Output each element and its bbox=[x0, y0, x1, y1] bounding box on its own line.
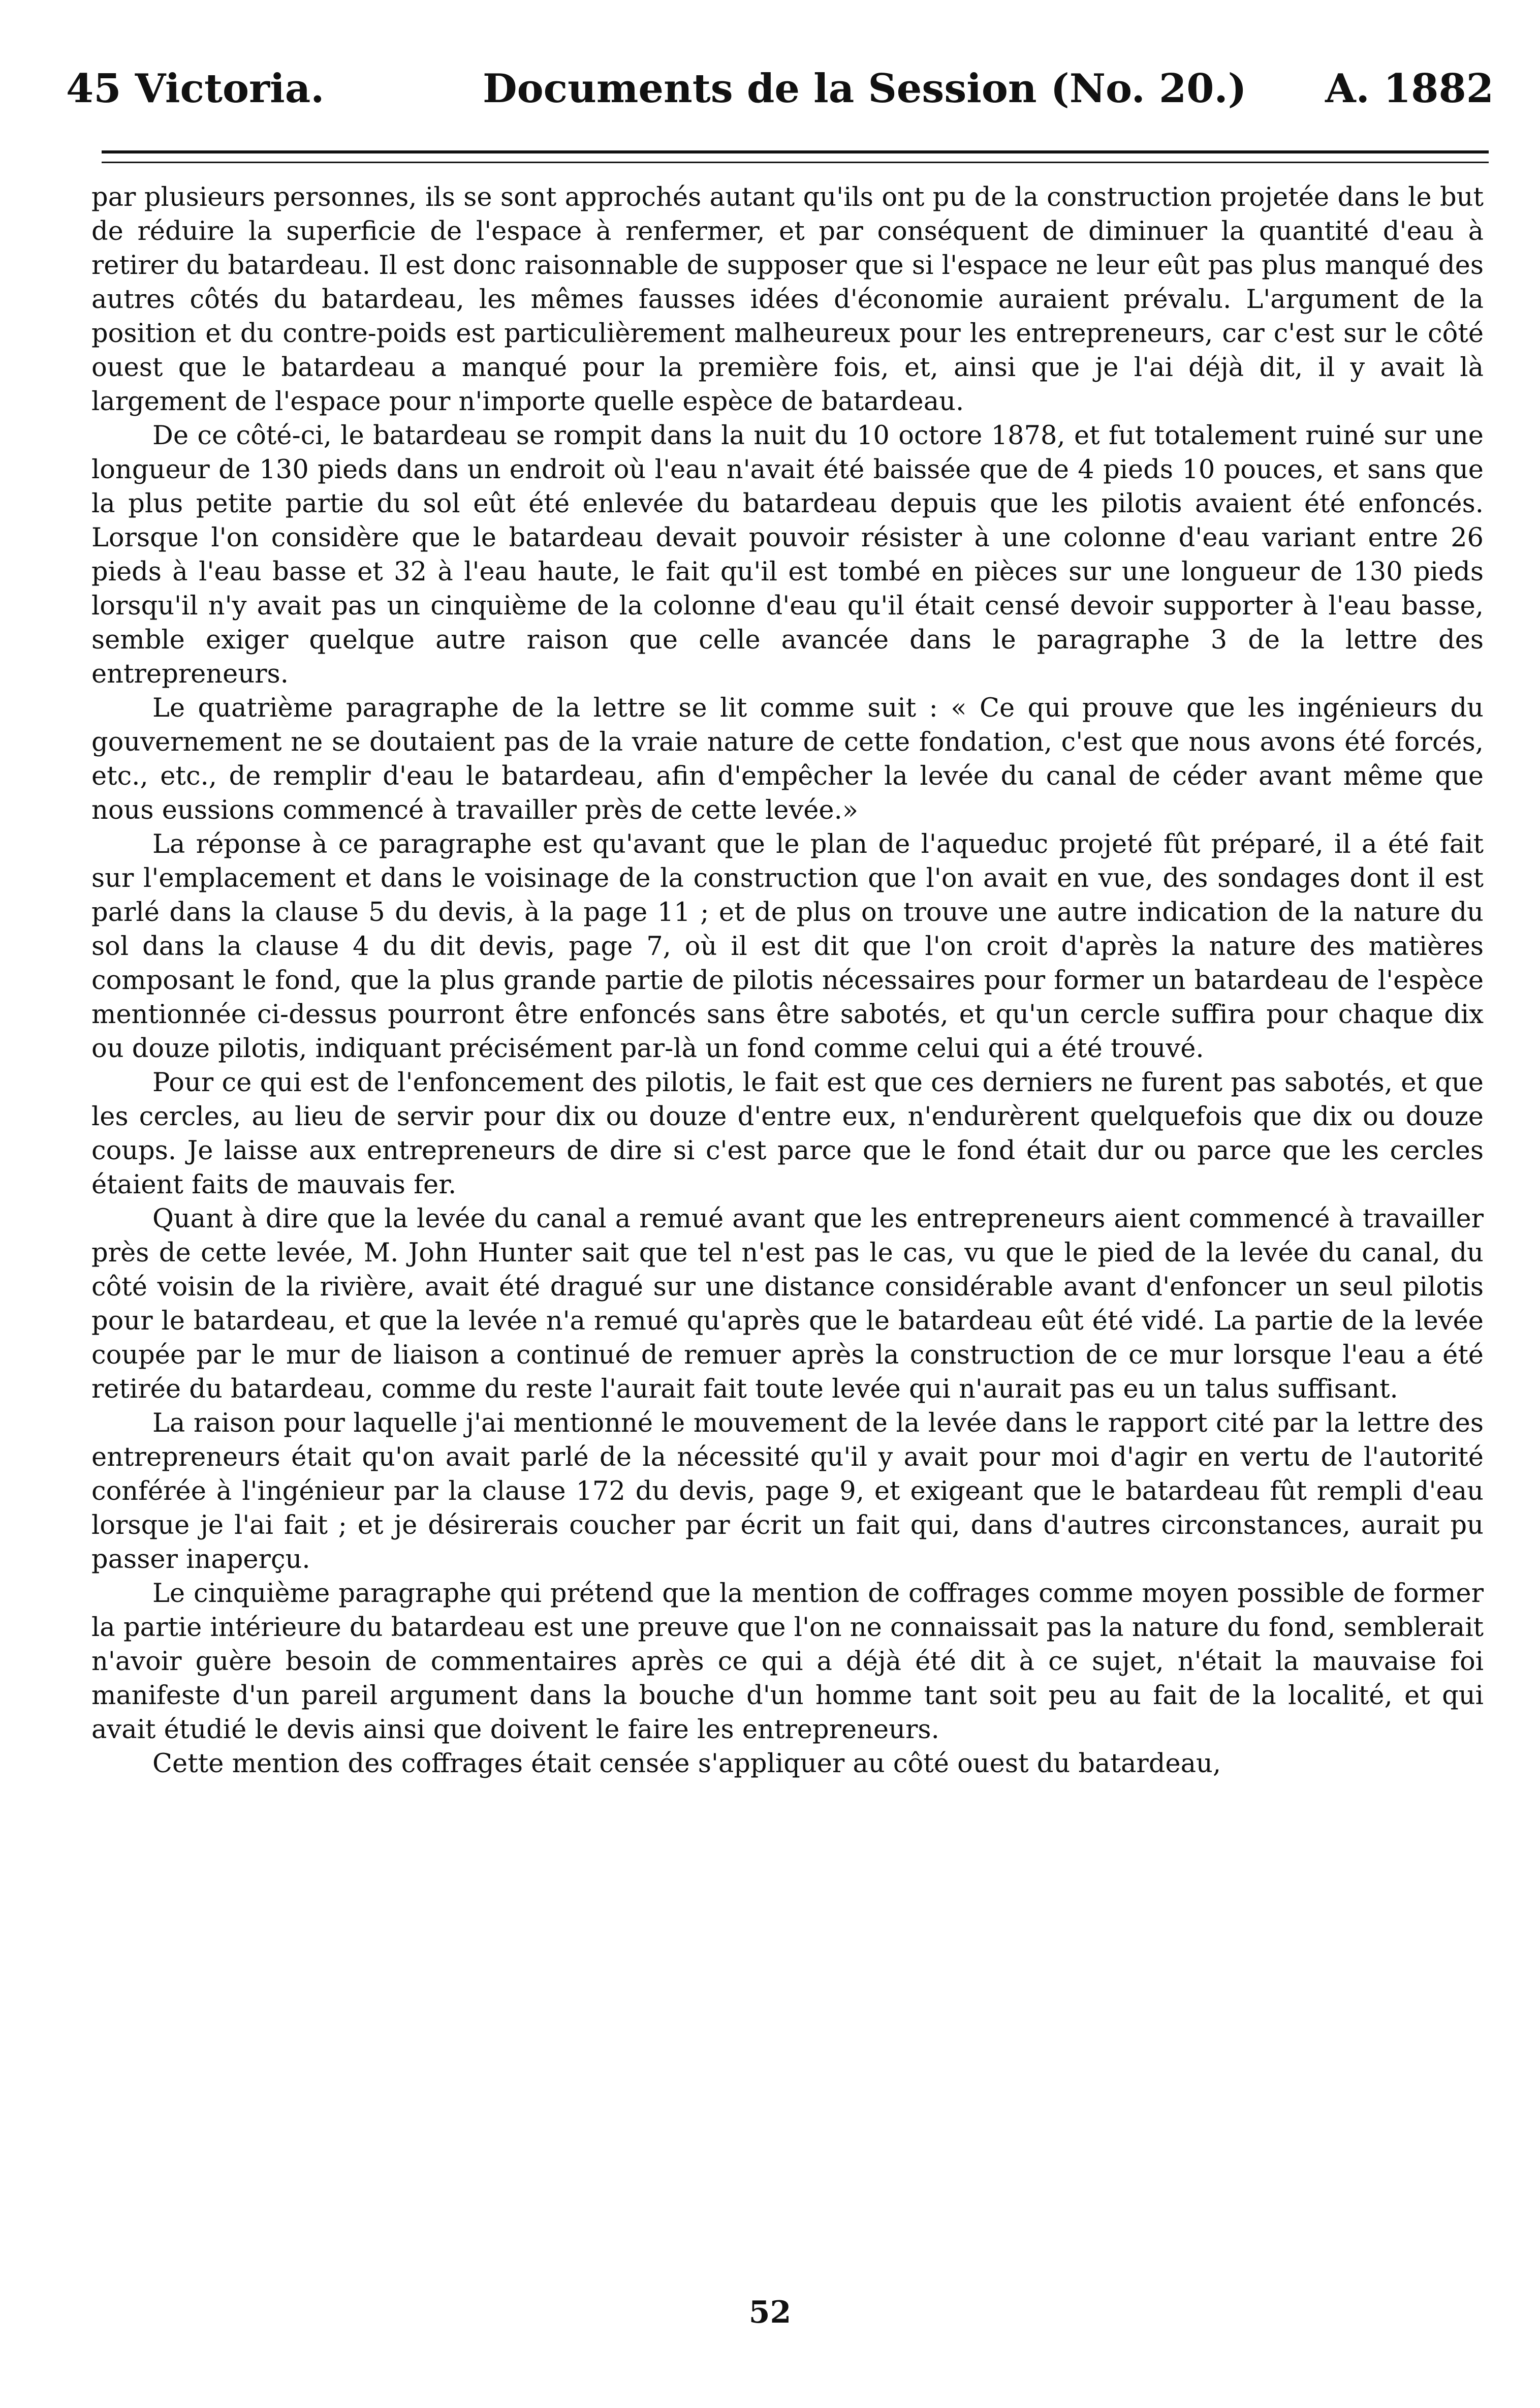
header-regnal-year: 45 Victoria. bbox=[66, 66, 325, 112]
paragraph: Cette mention des coffrages était censée s'appliquer au côté ouest du batardeau, bbox=[152, 1749, 1221, 1779]
paragraph: De ce côté-ci, le batardeau se rompit dans la nuit du 10 octore 1878, et fut totalement ruiné sur une longueur de 130 pieds dans un endroit où l'eau n'avait été baissée que de 4 pieds 10 pouces, et sans que la plus petite partie du sol eût été enlevée du batardeau depuis que les pilotis avaient été enfoncés. Lorsque l'on considère que le batardeau devait pouvoir résister à une colonne d'eau variant entre 26 pieds à l'eau basse et 32 à l'eau haute, le fait qu'il est tombé en pièces sur une longueur de 130 pieds lorsqu'il n'y avait pas un cinquième de la colonne d'eau qu'il était censé devoir supporter à l'eau basse, semble exiger quelque autre raison que celle avancée dans le paragraphe 3 de la lettre des entrepreneurs. bbox=[91, 421, 1484, 689]
header-rule-thin bbox=[102, 162, 1489, 163]
paragraph: Pour ce qui est de l'enfoncement des pilotis, le fait est que ces derniers ne furent pas sabotés, et que les cercles, au lieu de servir pour dix ou douze d'entre eux, n'endurèrent quelquefois que dix ou douze coups. Je laisse aux entrepreneurs de dire si c'est parce que le fond était dur ou parce que les cercles étaient faits de mauvais fer. bbox=[91, 1068, 1484, 1200]
header-year: A. 1882 bbox=[1325, 66, 1494, 112]
header-title: Documents de la Session (No. 20.) bbox=[483, 66, 1247, 112]
paragraph: La réponse à ce paragraphe est qu'avant que le plan de l'aqueduc projeté fût préparé, il a été fait sur l'emplacement et dans le voisinage de la construction que l'on avait en vue, des sondages dont il est parlé dans la clause 5 du devis, à la page 11 ; et de plus on trouve une autre indication de la nature du sol dans la clause 4 du dit devis, page 7, où il est dit que l'on croit d'après la nature des matières composant le fond, que la plus grande partie de pilotis nécessaires pour former un batardeau de l'espèce mentionnée ci-dessus pourront être enfoncés sans être sabotés, et qu'un cercle suffira pour chaque dix ou douze pilotis, indiquant précisément par-là un fond comme celui qui a été trouvé. bbox=[91, 829, 1484, 1064]
running-header bbox=[66, 61, 1494, 117]
paragraph: La raison pour laquelle j'ai mentionné le mouvement de la levée dans le rapport cité par la lettre des entrepreneurs était qu'on avait parlé de la nécessité qu'il y avait pour moi d'agir en vertu de l'autorité conférée à l'ingénieur par la clause 172 du devis, page 9, et exigeant que le batardeau fût rempli d'eau lorsque je l'ai fait ; et je désirerais coucher par écrit un fait qui, dans d'autres circonstances, aurait pu passer inaperçu. bbox=[91, 1408, 1484, 1575]
body-text bbox=[91, 180, 1484, 2254]
header-rule-thick bbox=[102, 150, 1489, 153]
paragraph: par plusieurs personnes, ils se sont approchés autant qu'ils ont pu de la construction projetée dans le but de réduire la superficie de l'espace à renfermer, et par conséquent de diminuer la quantité d'eau à retirer du batardeau. Il est donc raisonnable de supposer que si l'espace ne leur eût pas plus manqué des autres côtés du batardeau, les mêmes fausses idées d'économie auraient prévalu. L'argument de la position et du contre-poids est particulièrement malheureux pour les entrepreneurs, car c'est sur le côté ouest que le batardeau a manqué pour la première fois, et, ainsi que je l'ai déjà dit, il y avait là largement de l'espace pour n'importe quelle espèce de batardeau. bbox=[91, 182, 1484, 417]
paragraph: Le quatrième paragraphe de la lettre se lit comme suit : « Ce qui prouve que les ingénieurs du gouvernement ne se doutaient pas de la vraie nature de cette fondation, c'est que nous avons été forcés, etc., etc., de remplir d'eau le batardeau, afin d'empêcher la levée du canal de céder avant même que nous eussions commencé à travailler près de cette levée.» bbox=[91, 693, 1484, 825]
paragraph: Quant à dire que la levée du canal a remué avant que les entrepreneurs aient commencé à travailler près de cette levée, M. John Hunter sait que tel n'est pas le cas, vu que le pied de la levée du canal, du côté voisin de la rivière, avait été dragué sur une distance considérable avant d'enfoncer un seul pilotis pour le batardeau, et que la levée n'a remué qu'après que le batardeau eût été vidé. La partie de la levée coupée par le mur de liaison a continué de remuer après la construction de ce mur lorsque l'eau a été retirée du batardeau, comme du reste l'aurait fait toute levée qui n'aurait pas eu un talus suffisant. bbox=[91, 1204, 1484, 1404]
page-number: 52 bbox=[748, 2295, 792, 2330]
paragraph: Le cinquième paragraphe qui prétend que la mention de coffrages comme moyen possible de former la partie intérieure du batardeau est une preuve que l'on ne connaissait pas la nature du fond, semblerait n'avoir guère besoin de commentaires après ce qui a déjà été dit à ce sujet, n'était la mauvaise foi manifeste d'un pareil argument dans la bouche d'un homme tant soit peu au fait de la localité, et qui avait étudié le devis ainsi que doivent le faire les entrepreneurs. bbox=[91, 1579, 1484, 1745]
